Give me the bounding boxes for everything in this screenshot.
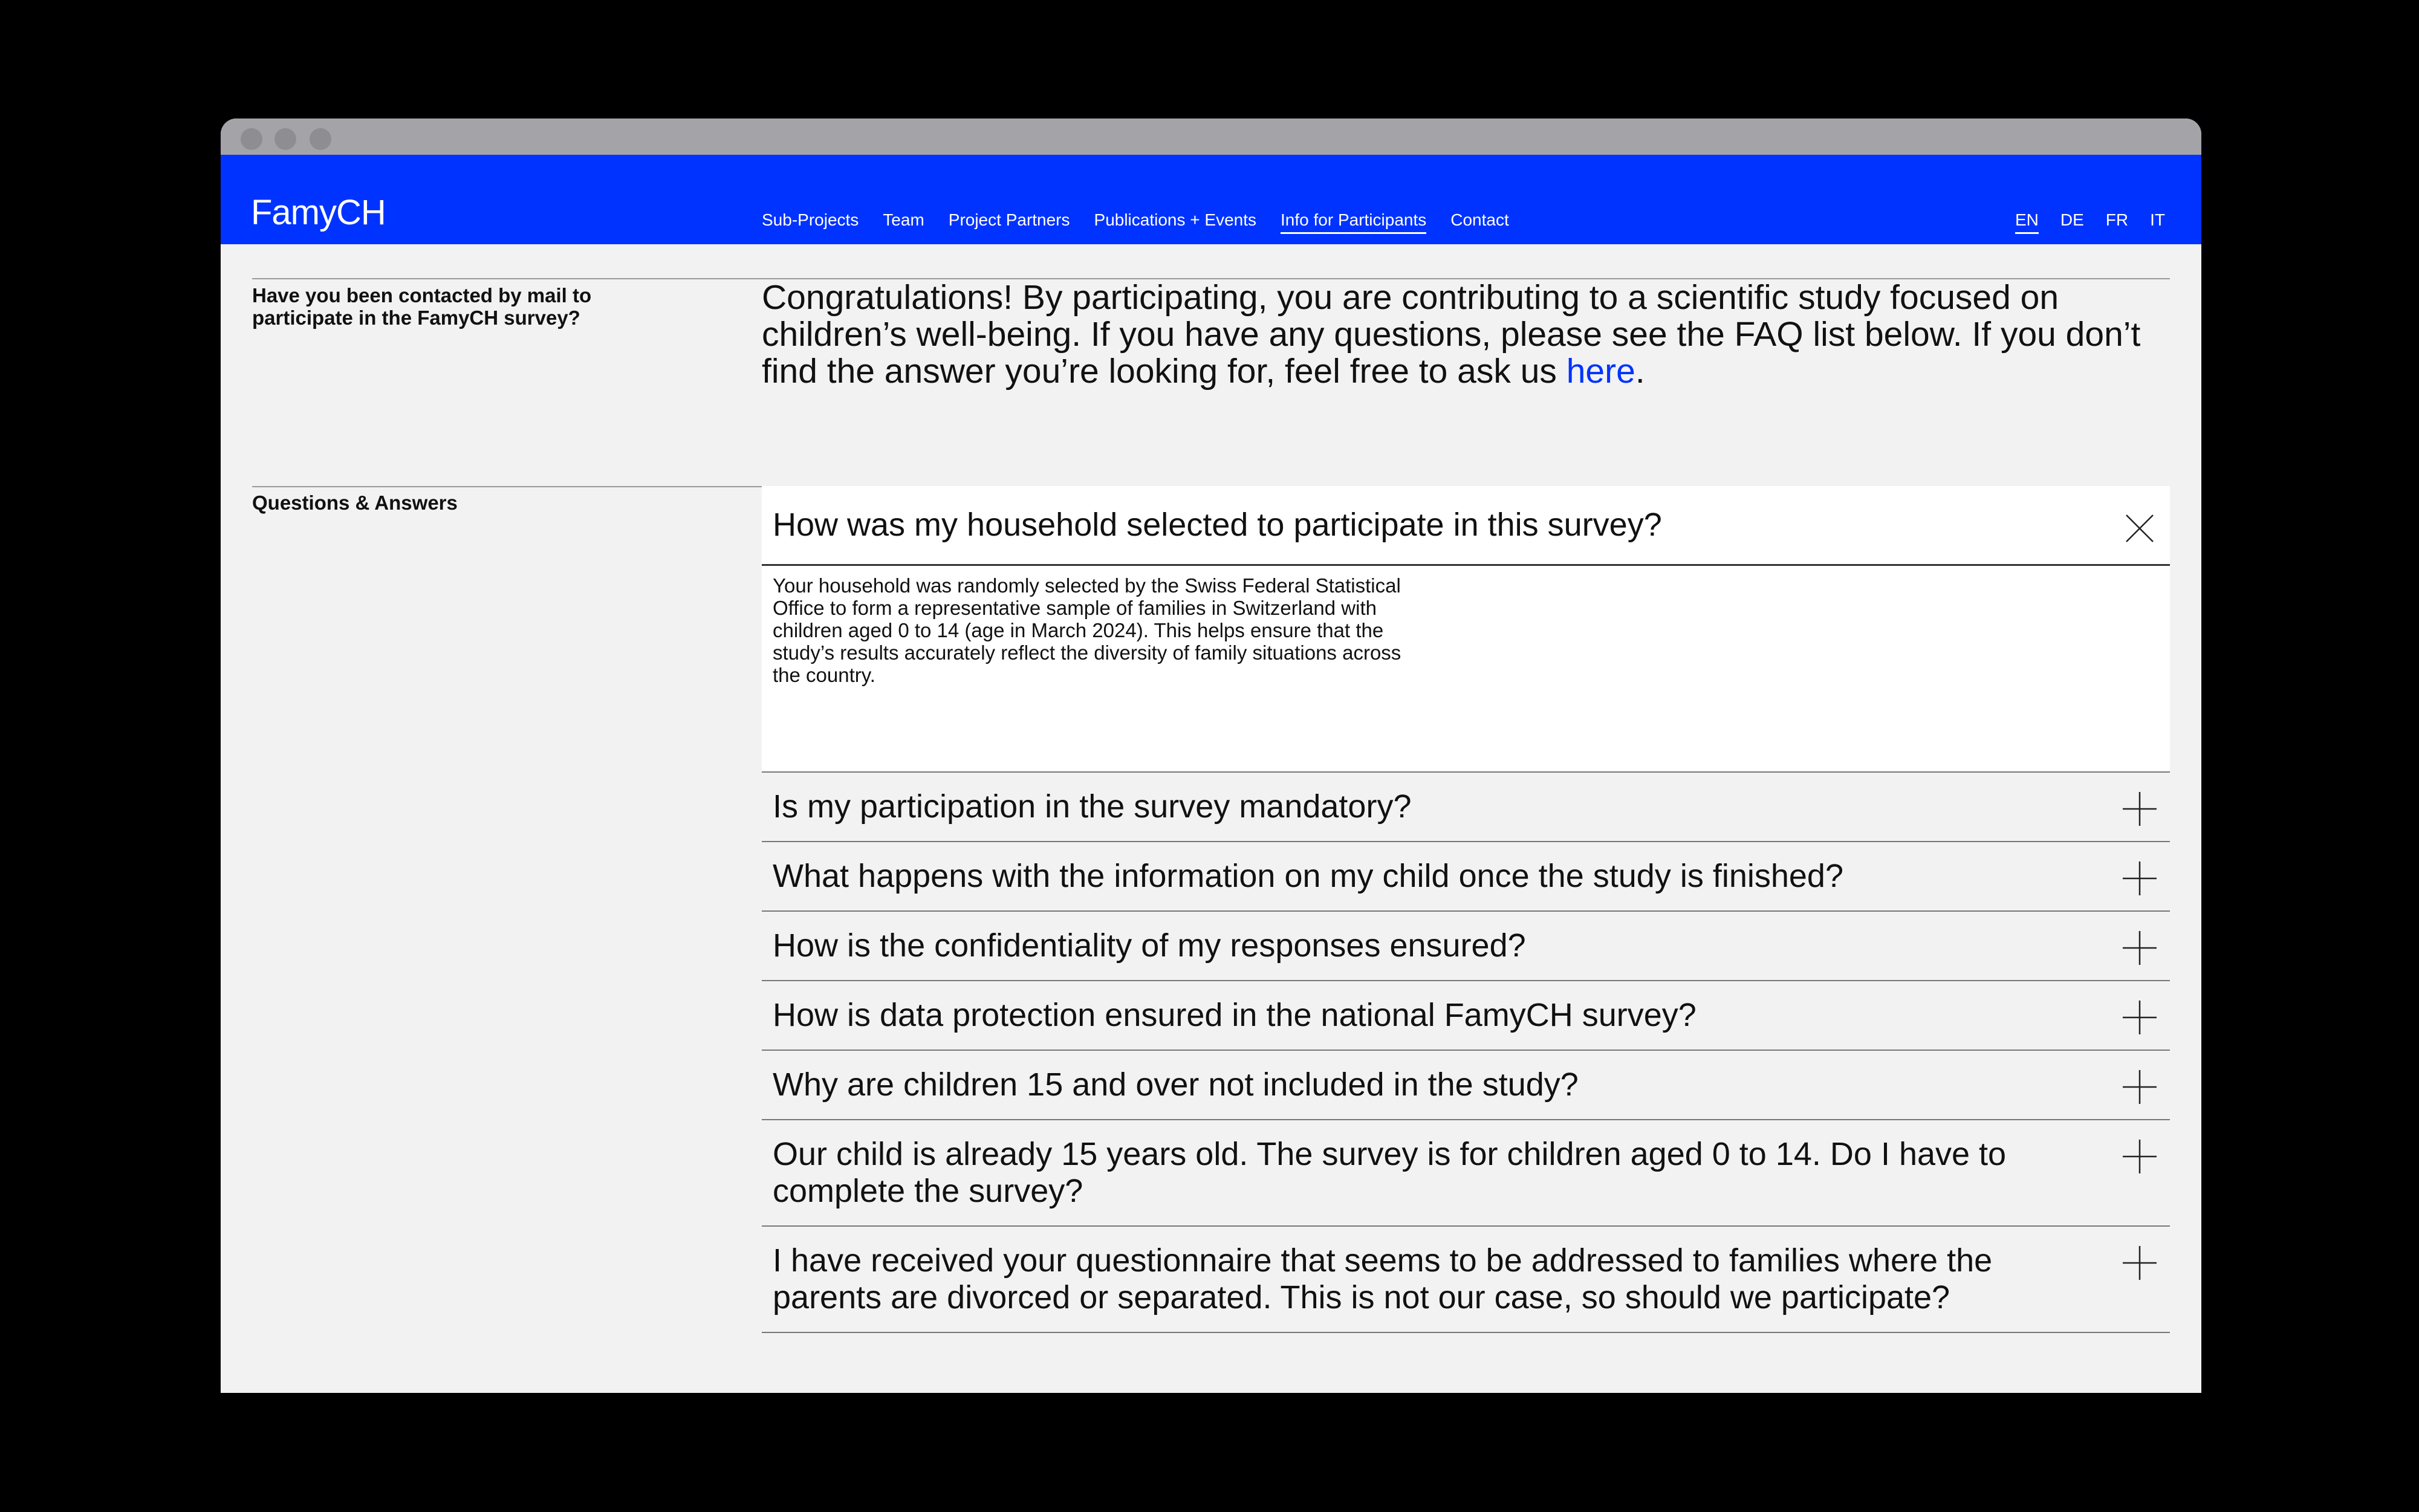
site-header bbox=[221, 155, 2201, 244]
faq-question[interactable] bbox=[762, 842, 2170, 910]
nav-item-project-partners[interactable]: Project Partners bbox=[948, 210, 1070, 229]
contact-link[interactable]: here bbox=[1566, 352, 1635, 391]
intro-side-label: Have you been contacted by mail to participate in the FamyCH survey? bbox=[252, 284, 592, 329]
faq-question-text: How is the confidentiality of my responses ensured? bbox=[773, 927, 1526, 964]
window-maximize-dot[interactable] bbox=[310, 128, 331, 150]
faq-item bbox=[762, 486, 2170, 773]
faq-question-text: Is my participation in the survey mandatory? bbox=[773, 788, 1412, 825]
faq-question-text: Our child is already 15 years old. The survey is for children aged 0 to 14. Do I have to complete the survey? bbox=[773, 1136, 2007, 1209]
window-close-dot[interactable] bbox=[241, 128, 262, 150]
faq-question[interactable] bbox=[762, 1051, 2170, 1119]
faq-question-text: I have received your questionnaire that seems to be addressed to families where the parents are divorced or separated. This is not our case, so should we participate? bbox=[773, 1242, 1993, 1316]
faq-side-label: Questions & Answers bbox=[252, 492, 458, 514]
plus-icon[interactable] bbox=[2122, 930, 2158, 966]
main-menu bbox=[762, 210, 1509, 234]
language-de[interactable]: DE bbox=[2060, 210, 2084, 229]
page-content bbox=[221, 244, 2201, 1393]
faq-question[interactable] bbox=[762, 773, 2170, 841]
faq-item bbox=[762, 1051, 2170, 1120]
language-switcher bbox=[2015, 210, 2165, 234]
faq-answer: Your household was randomly selected by the Swiss Federal Statistical Office to form a representative sample of families in Switzerland with children aged 0 to 14 (age in March 2024). This helps ensure that the study’s results accurately reflect the diversity of family situations across the country. bbox=[773, 574, 1401, 686]
nav-item-team[interactable]: Team bbox=[883, 210, 924, 229]
faq-question[interactable] bbox=[762, 981, 2170, 1050]
window-titlebar bbox=[221, 118, 2201, 155]
intro-body: Congratulations! By participating, you are contributing to a scientific study focused on children’s well-being. If you have any questions, please see the FAQ list below. If you don’t find the answer you’re looking for, feel free to ask us bbox=[762, 278, 2141, 391]
plus-icon[interactable] bbox=[2122, 1245, 2158, 1281]
faq-question-text: Why are children 15 and over not included in the study? bbox=[773, 1066, 1579, 1103]
faq-question[interactable] bbox=[762, 912, 2170, 980]
plus-icon[interactable] bbox=[2122, 999, 2158, 1036]
plus-icon[interactable] bbox=[2122, 791, 2158, 827]
nav-item-contact[interactable]: Contact bbox=[1450, 210, 1509, 229]
plus-icon[interactable] bbox=[2122, 1069, 2158, 1105]
nav-item-publications-events[interactable]: Publications + Events bbox=[1094, 210, 1257, 229]
faq-question[interactable] bbox=[762, 1120, 2170, 1225]
window-minimize-dot[interactable] bbox=[274, 128, 296, 150]
site-logo[interactable]: FamyCH bbox=[251, 193, 386, 232]
faq-item bbox=[762, 912, 2170, 981]
nav-item-info-for-participants[interactable]: Info for Participants bbox=[1281, 210, 1426, 234]
faq-item bbox=[762, 1227, 2170, 1333]
faq-item bbox=[762, 773, 2170, 842]
language-it[interactable]: IT bbox=[2150, 210, 2165, 229]
browser-window bbox=[221, 118, 2201, 1393]
plus-icon[interactable] bbox=[2122, 1138, 2158, 1175]
faq-question[interactable] bbox=[762, 486, 2170, 566]
close-icon[interactable] bbox=[2122, 510, 2158, 547]
language-fr[interactable]: FR bbox=[2105, 210, 2129, 229]
faq-question-text: How is data protection ensured in the national FamyCH survey? bbox=[773, 997, 1697, 1033]
faq-accordion bbox=[762, 486, 2170, 1333]
faq-item bbox=[762, 1120, 2170, 1227]
faq-question-text: How was my household selected to participate in this survey? bbox=[773, 507, 1662, 543]
faq-question-text: What happens with the information on my child once the study is finished? bbox=[773, 858, 1843, 894]
plus-icon[interactable] bbox=[2122, 860, 2158, 897]
intro-text bbox=[762, 279, 2152, 390]
faq-question[interactable] bbox=[762, 1227, 2170, 1332]
faq-item bbox=[762, 842, 2170, 912]
language-en[interactable]: EN bbox=[2015, 210, 2039, 234]
intro-end: . bbox=[1635, 352, 1645, 391]
faq-item bbox=[762, 981, 2170, 1051]
nav-item-sub-projects[interactable]: Sub-Projects bbox=[762, 210, 859, 229]
